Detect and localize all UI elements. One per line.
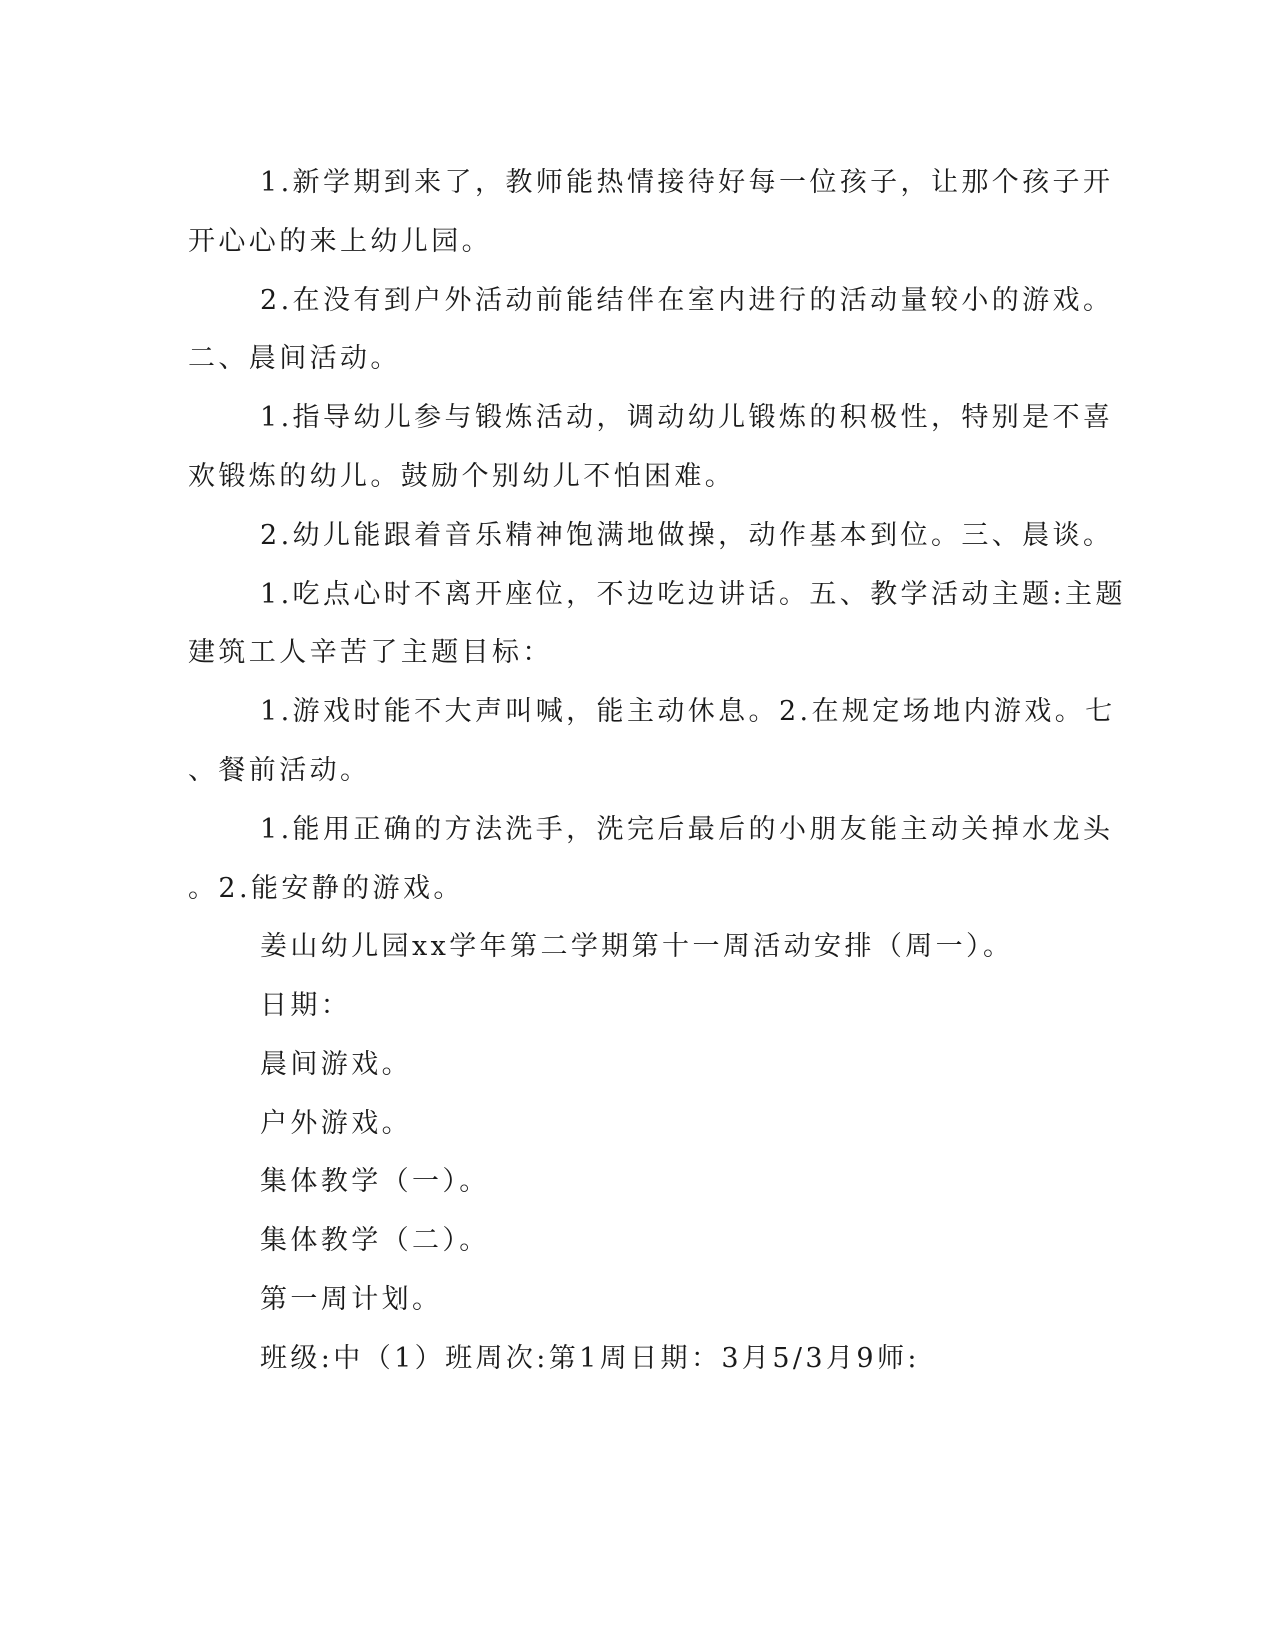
schedule-item: 集体教学（一）。 [260,1166,490,1197]
paragraph-line: 1.游戏时能不大声叫喊，能主动休息。2.在规定场地内游戏。七 [260,696,1116,727]
schedule-title: 姜山幼儿园xx学年第二学期第十一周活动安排（周一）。 [260,931,1014,962]
paragraph-line: 开心心的来上幼儿园。 [188,226,492,257]
paragraph-line: 1.吃点心时不离开座位，不边吃边讲话。五、教学活动主题:主题 [260,579,1126,610]
section-heading: 二、晨间活动。 [188,343,401,374]
schedule-item: 户外游戏。 [260,1108,412,1139]
schedule-item: 日期： [260,990,352,1021]
schedule-item: 集体教学（二）。 [260,1225,490,1256]
paragraph-line: 1.指导幼儿参与锻炼活动，调动幼儿锻炼的积极性，特别是不喜 [260,402,1114,433]
paragraph-line: 1.能用正确的方法洗手，洗完后最后的小朋友能主动关掉水龙头 [260,814,1114,845]
schedule-item: 第一周计划。 [260,1284,443,1315]
paragraph-line: 1.新学期到来了，教师能热情接待好每一位孩子，让那个孩子开 [260,167,1114,198]
paragraph-line: 。2.能安静的游戏。 [188,873,464,904]
paragraph-line: 欢锻炼的幼儿。鼓励个别幼儿不怕困难。 [188,461,736,492]
schedule-item: 晨间游戏。 [260,1049,412,1080]
paragraph-line: 建筑工人辛苦了主题目标： [188,637,553,668]
paragraph-line: 2.幼儿能跟着音乐精神饱满地做操，动作基本到位。三、晨谈。 [260,520,1114,551]
class-info-line: 班级:中（1）班周次:第1周日期：3月5/3月9师: [260,1343,920,1374]
paragraph-line: 2.在没有到户外活动前能结伴在室内进行的活动量较小的游戏。 [260,285,1114,316]
paragraph-line: 、餐前活动。 [188,755,371,786]
